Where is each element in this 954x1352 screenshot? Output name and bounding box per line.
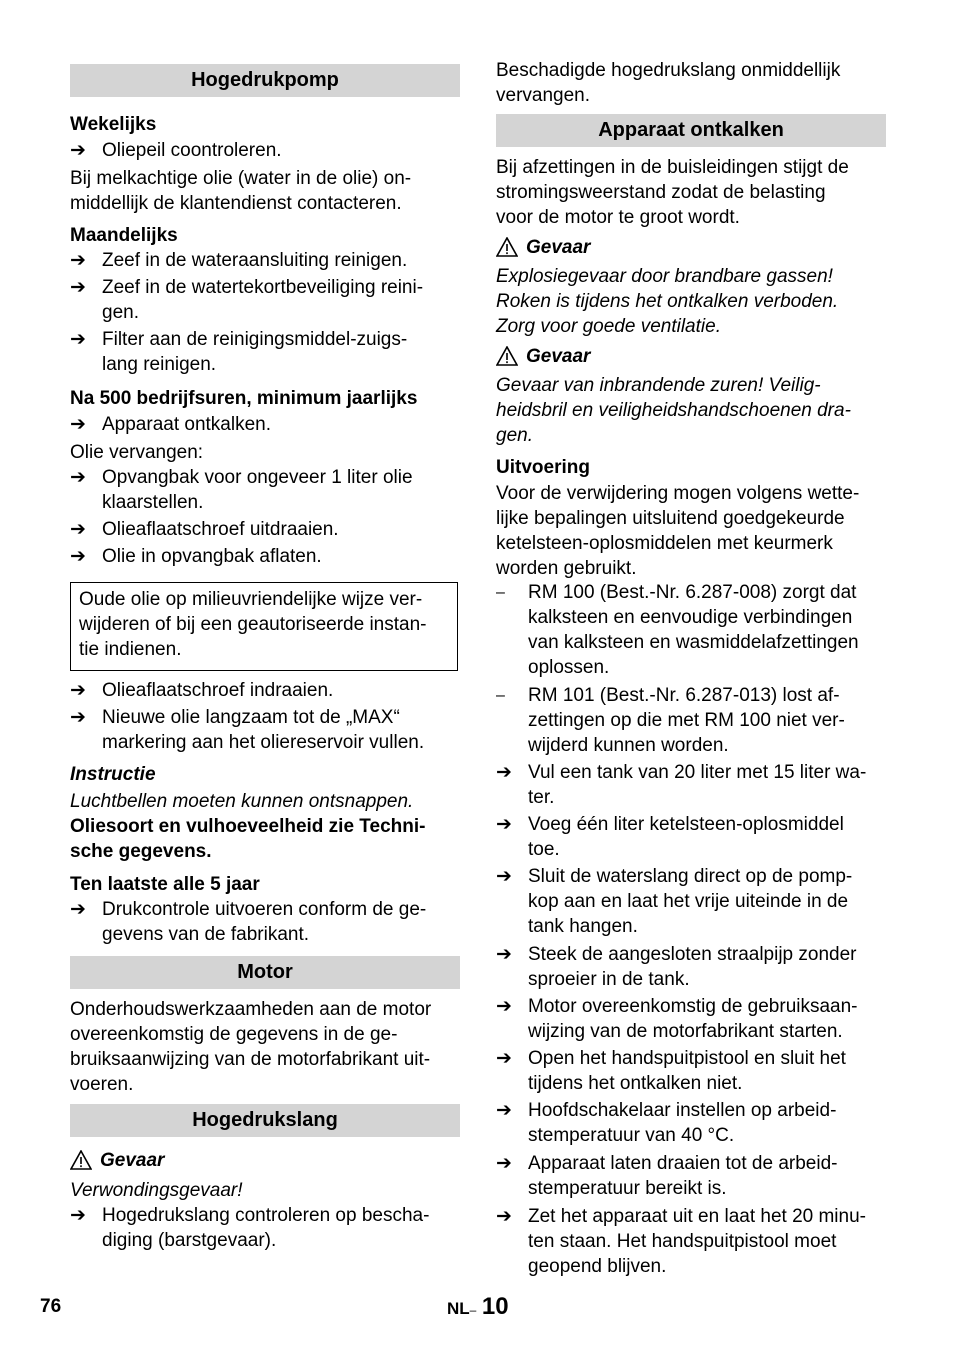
paragraph: Beschadigde hogedrukslang onmiddellijk vervangen. xyxy=(496,60,841,106)
page-number: 76 xyxy=(40,1296,62,1317)
list-item: ➔ Open het handspuitpistool en sluit het tijdens het ontkalken niet. xyxy=(496,1048,846,1094)
list-item: ➔ Voeg één liter ketelsteen-oplosmiddel toe. xyxy=(496,814,844,860)
list-item: ➔ Olieaflaatschroef indraaien. xyxy=(70,680,334,701)
subheading-wekelijks: Wekelijks xyxy=(70,114,157,135)
warning-heading: Gevaar xyxy=(496,235,886,260)
paragraph: Voor de verwijdering mogen volgens wette- lijke bepalingen uitsluitend goedgekeurde ketelsteen-oplosmiddelen met keurmerk worden gebruikt. xyxy=(496,483,860,579)
page-section-label: NL– 10 xyxy=(447,1293,509,1320)
list-item: ➔ Hoofdschakelaar instellen op arbeid- stemperatuur van 40 °C. xyxy=(496,1100,837,1146)
paragraph: Bij afzettingen in de buisleidingen stijgt de stromingsweerstand zodat de belasting voor de motor te groot wordt. xyxy=(496,157,849,228)
arrow-right-icon: ➔ xyxy=(496,996,512,1017)
list-item: ➔ Motor overeenkomstig de gebruiksaan- wijzing van de motorfabrikant starten. xyxy=(496,996,858,1042)
note-box: Oude olie op milieuvriendelijke wijze ver- wijderen of bij een geautoriseerde instan- tie indienen. xyxy=(70,582,458,671)
subheading-maandelijks: Maandelijks xyxy=(70,225,178,246)
warning-text: Gevaar van inbrandende zuren! Veilig- heidsbril en veiligheidshandschoenen dra- gen. xyxy=(496,375,851,446)
list-item: ➔ Opvangbak voor ongeveer 1 liter olie klaarstellen. xyxy=(70,467,413,513)
paragraph: Onderhoudswerkzaamheden aan de motor overeenkomstig de gegevens in de ge- bruiksaanwijzing van de motorfabrikant uit- voeren. xyxy=(70,999,432,1095)
arrow-right-icon: ➔ xyxy=(70,1205,86,1226)
list-item: ➔ Apparaat ontkalken. xyxy=(70,414,272,435)
list-item: ➔ Zeef in de wateraansluiting reinigen. xyxy=(70,250,408,271)
warning-triangle-icon xyxy=(496,346,518,366)
list-item: ➔ Oliepeil coontroleren. xyxy=(70,140,282,161)
warning-triangle-icon xyxy=(496,237,518,257)
arrow-right-icon: ➔ xyxy=(496,944,512,965)
subheading-ten-laatste: Ten laatste alle 5 jaar xyxy=(70,874,260,895)
subheading-uitvoering: Uitvoering xyxy=(496,457,590,478)
list-item: ➔ Zeef in de watertekortbeveiliging reini- gen. xyxy=(70,277,424,323)
arrow-right-icon: ➔ xyxy=(496,1206,512,1227)
arrow-right-icon: ➔ xyxy=(496,866,512,887)
subheading-na-500: Na 500 bedrijfsuren, minimum jaarlijks xyxy=(70,388,418,409)
arrow-right-icon: ➔ xyxy=(496,1048,512,1069)
arrow-right-icon: ➔ xyxy=(70,140,86,161)
list-item: ➔ Apparaat laten draaien tot de arbeid- stemperatuur bereikt is. xyxy=(496,1153,838,1199)
list-item: ➔ Zet het apparaat uit en laat het 20 minu- ten staan. Het handspuitpistool moet geopend blijven. xyxy=(496,1206,866,1277)
list-item: ➔ Steek de aangesloten straalpijp zonder sproeier in de tank. xyxy=(496,944,857,990)
arrow-right-icon: ➔ xyxy=(70,519,86,540)
arrow-right-icon: ➔ xyxy=(496,814,512,835)
list-item: ➔ Vul een tank van 20 liter met 15 liter wa- ter. xyxy=(496,762,867,808)
list-item: ➔ Nieuwe olie langzaam tot de „MAX“ markering aan het oliereservoir vullen. xyxy=(70,707,425,753)
warning-heading: Gevaar xyxy=(496,344,886,369)
paragraph: Bij melkachtige olie (water in de olie) on- middellijk de klantendienst contacteren. xyxy=(70,168,412,214)
arrow-right-icon: ➔ xyxy=(70,250,86,271)
subheading-instructie: Instructie xyxy=(70,764,156,785)
arrow-right-icon: ➔ xyxy=(70,414,86,435)
arrow-right-icon: ➔ xyxy=(496,1100,512,1121)
section-heading-hogedrukpomp: Hogedrukpomp xyxy=(70,64,460,97)
arrow-right-icon: ➔ xyxy=(70,899,86,920)
arrow-right-icon: ➔ xyxy=(496,1153,512,1174)
arrow-right-icon: ➔ xyxy=(70,707,86,728)
list-item: ➔ Olie in opvangbak aflaten. xyxy=(70,546,322,567)
section-heading-hogedrukslang: Hogedrukslang xyxy=(70,1104,460,1137)
list-item: ➔ Hogedrukslang controleren op bescha- diging (barstgevaar). xyxy=(70,1205,430,1251)
section-heading-motor: Motor xyxy=(70,956,460,989)
warning-triangle-icon xyxy=(70,1150,92,1170)
section-heading-apparaat-ontkalken: Apparaat ontkalken xyxy=(496,114,886,147)
warning-text: Explosiegevaar door brandbare gassen! Roken is tijdens het ontkalken verboden. Zorg voor goede ventilatie. xyxy=(496,266,839,337)
arrow-right-icon: ➔ xyxy=(70,467,86,488)
paragraph-bold: Oliesoort en vulhoeveelheid zie Techni- sche gegevens. xyxy=(70,816,426,862)
arrow-right-icon: ➔ xyxy=(496,762,512,783)
arrow-right-icon: ➔ xyxy=(70,329,86,350)
warning-heading: Gevaar xyxy=(70,1148,460,1173)
list-item: ➔ Drukcontrole uitvoeren conform de ge- gevens van de fabrikant. xyxy=(70,899,427,945)
arrow-right-icon: ➔ xyxy=(70,546,86,567)
list-item: ➔ Olieaflaatschroef uitdraaien. xyxy=(70,519,339,540)
warning-text: Verwondingsgevaar! xyxy=(70,1180,243,1201)
paragraph: Olie vervangen: xyxy=(70,442,204,463)
list-item: ➔ Sluit de waterslang direct op de pomp- kop aan en laat het vrije uiteinde in de tank hangen. xyxy=(496,866,853,937)
arrow-right-icon: ➔ xyxy=(70,277,86,298)
list-item: ➔ Filter aan de reinigingsmiddel-zuigs- lang reinigen. xyxy=(70,329,408,375)
instruction-text: Luchtbellen moeten kunnen ontsnappen. xyxy=(70,791,414,812)
arrow-right-icon: ➔ xyxy=(70,680,86,701)
dash-list-item: – RM 101 (Best.-Nr. 6.287-013) lost af- zettingen op die met RM 100 niet ver- wijderd kunnen worden. xyxy=(496,685,845,756)
dash-list-item: – RM 100 (Best.-Nr. 6.287-008) zorgt dat kalksteen en eenvoudige verbindingen van kalksteen en wasmiddelafzettingen oplossen. xyxy=(496,582,859,678)
